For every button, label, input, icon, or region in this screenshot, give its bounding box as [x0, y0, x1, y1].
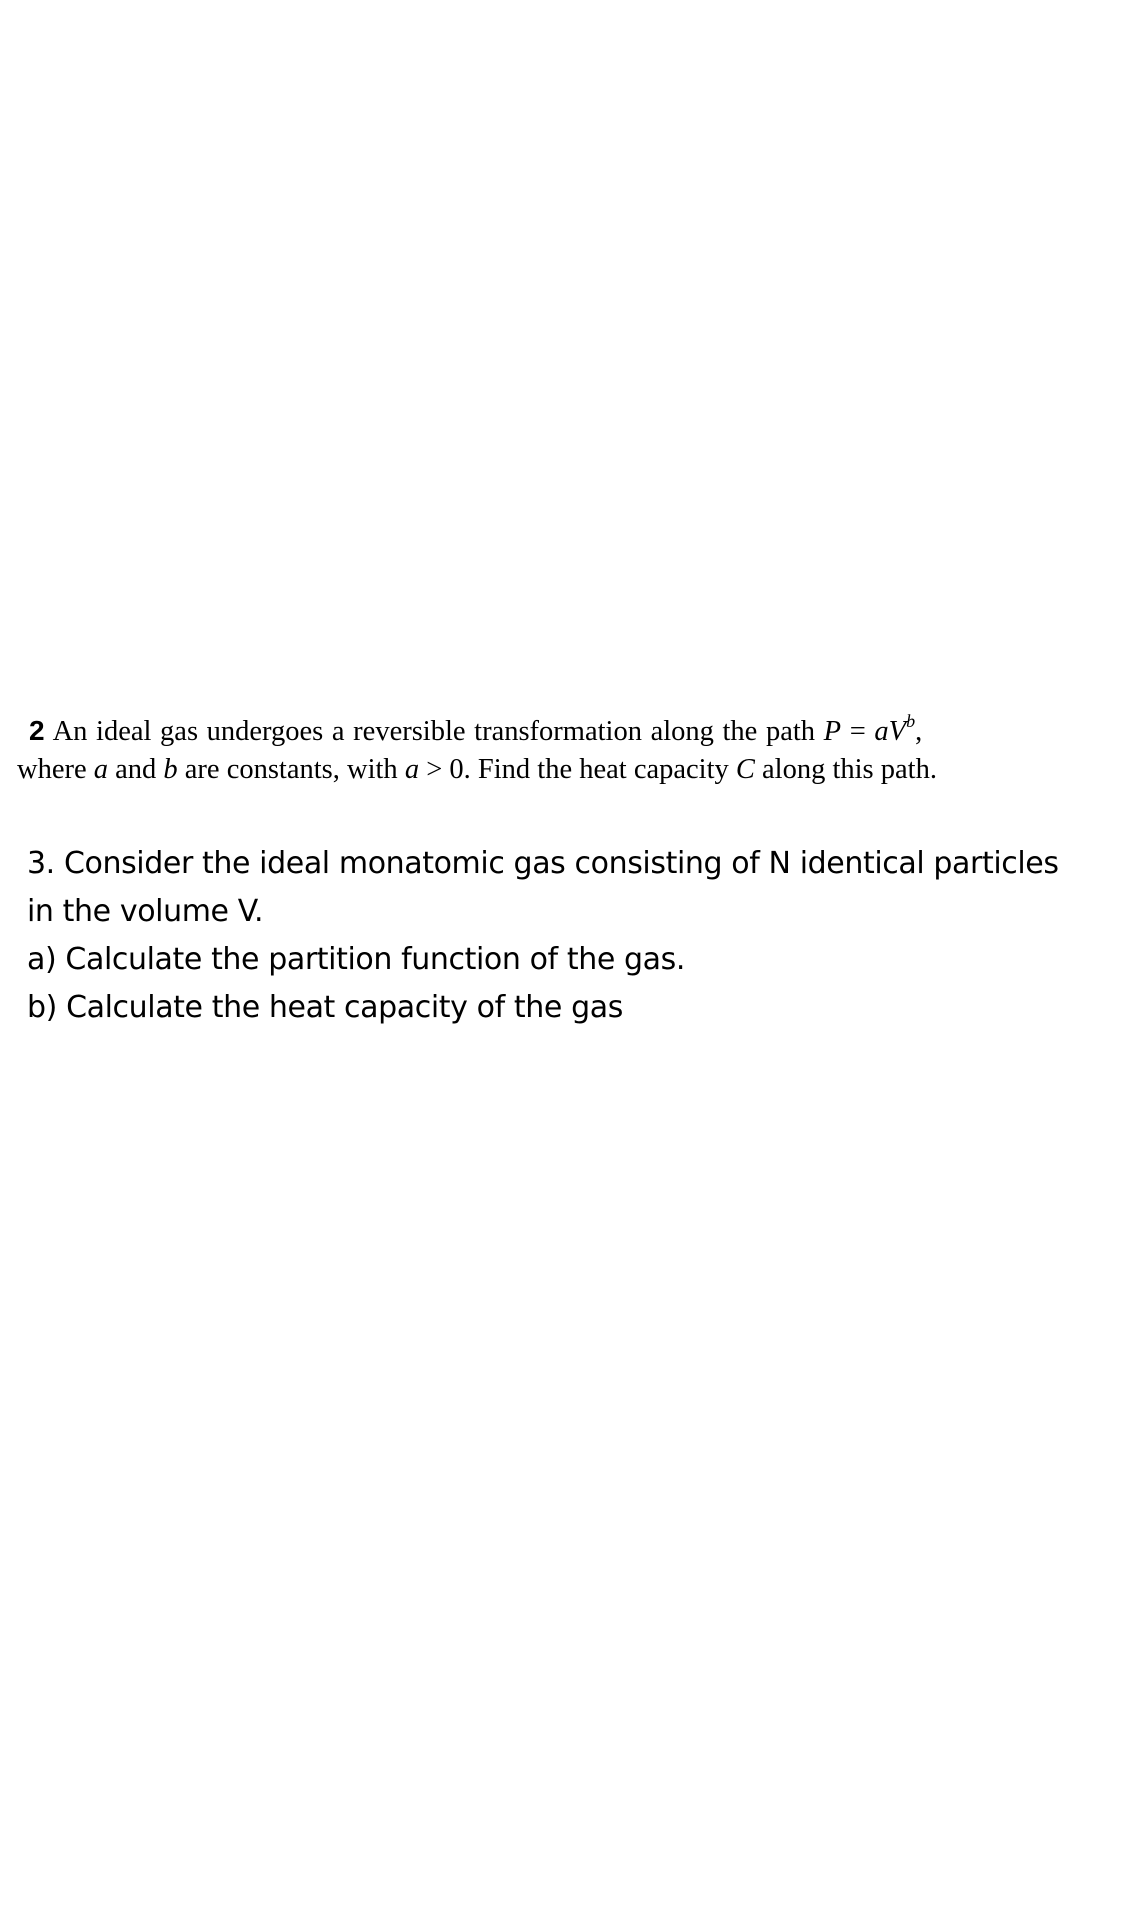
problem-3 [27, 840, 1117, 1032]
problem-2-condition: > 0. Find the heat capacity [419, 754, 736, 785]
problem-2-and: and [108, 754, 164, 785]
variable-a: a [93, 754, 108, 785]
problem-3-line-1: 3. Consider the ideal monatomic gas consisting of N identical particles [27, 846, 1059, 881]
equation-v: V [888, 716, 907, 747]
problem-2 [17, 712, 1117, 789]
problem-2-constants: are constants, with [177, 754, 405, 785]
problem-2-comma: , [915, 716, 923, 747]
problem-2-number: 2 [29, 715, 45, 746]
problem-2-where: where [17, 754, 94, 785]
problem-3-part-a: a) Calculate the partition function of the gas. [27, 942, 686, 977]
equation-a: a [874, 716, 889, 747]
equation-p: P [823, 716, 842, 747]
variable-c: C [735, 754, 755, 785]
problem-2-end: along this path. [754, 754, 937, 785]
variable-b: b [163, 754, 178, 785]
problem-3-part-b: b) Calculate the heat capacity of the gas [27, 990, 623, 1025]
problem-2-line-2 [17, 751, 1117, 789]
problem-3-line-2: in the volume V. [27, 894, 264, 929]
variable-a-condition: a [404, 754, 420, 785]
equation-equals: = [841, 716, 875, 747]
equation-exponent-b: b [906, 711, 916, 731]
problem-2-line-1 [17, 712, 1117, 751]
problem-2-statement-start: An ideal gas undergoes a reversible transformation along the path [52, 716, 824, 747]
